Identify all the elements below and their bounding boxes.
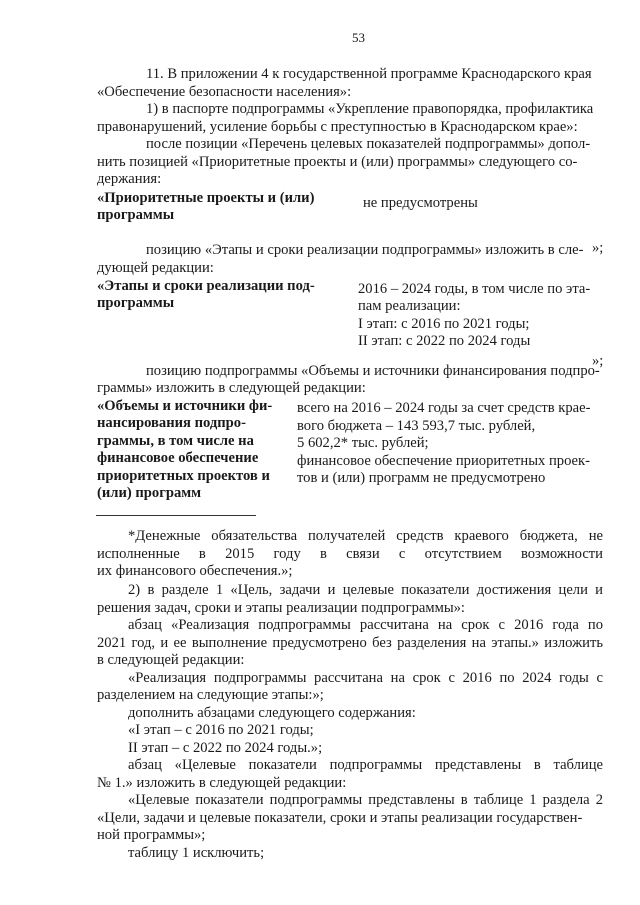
position2-value: I этап: с 2016 по 2021 годы;: [358, 316, 530, 332]
position3-value: всего на 2016 – 2024 годы за счет средств крае-: [297, 400, 591, 416]
position3-label: финансовое обеспечение: [97, 450, 259, 466]
footnote-line: исполненные в 2015 году в связи с отсутствием возможности: [97, 546, 603, 562]
body-line: «Реализация подпрограммы рассчитана на срок с 2016 по 2024 годы с: [128, 670, 603, 686]
body-line: абзац «Реализация подпрограммы рассчитана на срок с 2016 года по: [128, 617, 603, 633]
intro-line: правонарушений, усиление борьбы с преступностью в Краснодарском крае»:: [97, 119, 578, 135]
position3-value: вого бюджета – 143 593,7 тыс. рублей,: [297, 418, 536, 434]
footnote-line: *Денежные обязательства получателей средств краевого бюджета, не: [128, 528, 603, 544]
para2-line: дующей редакции:: [97, 260, 214, 276]
position3-label: граммы, в том числе на: [97, 433, 254, 449]
intro-line: 1) в паспорте подпрограммы «Укрепление правопорядка, профилактика: [146, 101, 594, 117]
intro-line: 11. В приложении 4 к государственной программе Краснодарского края: [146, 66, 592, 82]
footnote-line: их финансового обеспечения.»;: [97, 563, 293, 579]
position3-label: (или) программ: [97, 485, 202, 501]
body-line: в следующей редакции:: [97, 652, 245, 668]
body-line: абзац «Целевые показатели подпрограммы представлены в таблице: [128, 757, 603, 773]
position1-label: «Приоритетные проекты и (или): [97, 190, 315, 206]
position3-label: нансирования подпро-: [97, 415, 246, 431]
body-line: решения задач, сроки и этапы реализации подпрограммы»:: [97, 600, 465, 616]
body-line: 2) в разделе 1 «Цель, задачи и целевые показатели достижения цели и: [128, 582, 603, 598]
position1-end: »;: [592, 240, 604, 256]
position2-value: 2016 – 2024 годы, в том числе по эта-: [358, 281, 591, 297]
intro-line: держания:: [97, 171, 162, 187]
position1-label: программы: [97, 207, 175, 223]
para2-line: позицию «Этапы и сроки реализации подпрограммы» изложить в сле-: [146, 242, 584, 258]
position3-value: тов и (или) программ не предусмотрено: [297, 470, 546, 486]
body-line: разделением на следующие этапы:»;: [97, 687, 324, 703]
body-line: дополнить абзацами следующего содержания:: [128, 705, 416, 721]
body-line: № 1.» изложить в следующей редакции:: [97, 775, 347, 791]
intro-line: после позиции «Перечень целевых показателей подпрограммы» допол-: [146, 136, 591, 152]
position2-value: II этап: с 2022 по 2024 годы: [358, 333, 531, 349]
intro-line: нить позицией «Приоритетные проекты и (или) программы» следующего со-: [97, 154, 578, 170]
body-line: «Целевые показатели подпрограммы представлены в таблице 1 раздела 2: [128, 792, 603, 808]
position3-label: приоритетных проектов и: [97, 468, 270, 484]
position2-label: «Этапы и сроки реализации под-: [97, 278, 315, 294]
body-line: II этап – с 2022 по 2024 годы.»;: [128, 740, 323, 756]
position2-label: программы: [97, 295, 175, 311]
position2-value: пам реализации:: [358, 298, 461, 314]
body-line: 2021 год, и ее выполнение предусмотрено без разделения на этапы.» изложить: [97, 635, 603, 651]
body-line: ной программы»;: [97, 827, 206, 843]
page-number: 53: [352, 30, 365, 45]
position1-value: не предусмотрены: [363, 195, 478, 211]
para3-line: граммы» изложить в следующей редакции:: [97, 380, 366, 396]
body-line: «Цели, задачи и целевые показатели, сроки и этапы реализации государствен-: [97, 810, 583, 826]
intro-line: «Обеспечение безопасности населения»:: [97, 84, 352, 100]
position3-value: финансовое обеспечение приоритетных проек-: [297, 453, 590, 469]
position2-end: »;: [592, 353, 604, 369]
position3-value: 5 602,2* тыс. рублей;: [297, 435, 429, 451]
body-line: «I этап – с 2016 по 2021 годы;: [128, 722, 314, 738]
footnote-separator: [96, 515, 256, 516]
position3-label: «Объемы и источники фи-: [97, 398, 273, 414]
body-line: таблицу 1 исключить;: [128, 845, 265, 861]
para3-line: позицию подпрограммы «Объемы и источники финансирования подпро-: [146, 363, 600, 379]
